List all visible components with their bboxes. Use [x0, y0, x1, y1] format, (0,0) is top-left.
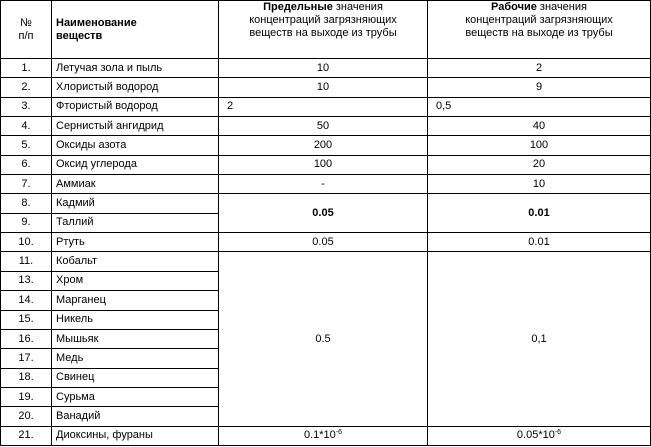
substance-name: Таллий [52, 213, 219, 232]
substance-name: Аммиак [52, 175, 219, 194]
working-value: 100 [428, 136, 651, 155]
limit-value: 10 [219, 78, 428, 97]
working-value-exponent: -6 [554, 429, 562, 437]
row-number: 16. [1, 329, 52, 348]
limit-value: - [219, 175, 428, 194]
substance-name: Никель [52, 310, 219, 329]
working-value-merged: 0,1 [428, 252, 651, 426]
table-row [1, 78, 651, 97]
limit-value: 2 [219, 97, 428, 116]
substance-name: Свинец [52, 368, 219, 387]
header-substance-name [52, 1, 219, 59]
substance-name: Оксиды азота [52, 136, 219, 155]
limit-value [219, 426, 428, 445]
limit-value: 200 [219, 136, 428, 155]
limit-value-merged: 0.05 [219, 194, 428, 233]
row-number: 8. [1, 194, 52, 213]
working-value [428, 426, 651, 445]
table-row [1, 194, 651, 213]
table-row [1, 59, 651, 78]
substance-name: Ртуть [52, 233, 219, 252]
row-number: 9. [1, 213, 52, 232]
row-number: 17. [1, 349, 52, 368]
row-number: 13. [1, 271, 52, 290]
table-row [1, 426, 651, 445]
row-number: 4. [1, 117, 52, 136]
substance-name: Марганец [52, 291, 219, 310]
working-value: 9 [428, 78, 651, 97]
header-limit-values [219, 1, 428, 59]
substance-name: Сурьма [52, 387, 219, 406]
row-number: 7. [1, 175, 52, 194]
table-header-row [1, 1, 651, 59]
header-name-line1: Наименование [56, 16, 137, 29]
row-number: 1. [1, 59, 52, 78]
substance-name: Хром [52, 271, 219, 290]
table-row [1, 175, 651, 194]
header-work-line3: веществ на выходе из трубы [465, 27, 613, 39]
working-value: 0.01 [428, 233, 651, 252]
substance-name: Диоксины, фураны [52, 426, 219, 445]
substance-name: Мышьяк [52, 329, 219, 348]
limit-value: 0.05 [219, 233, 428, 252]
working-value-merged: 0.01 [428, 194, 651, 233]
row-number: 15. [1, 310, 52, 329]
table-row [1, 117, 651, 136]
row-number: 18. [1, 368, 52, 387]
limit-value-merged: 0.5 [219, 252, 428, 426]
substance-name: Кадмий [52, 194, 219, 213]
limit-value: 50 [219, 117, 428, 136]
limit-value-exponent: -6 [335, 429, 343, 437]
substance-name: Оксид углерода [52, 155, 219, 174]
row-number: 5. [1, 136, 52, 155]
table-row [1, 136, 651, 155]
substance-name: Медь [52, 349, 219, 368]
working-value: 40 [428, 117, 651, 136]
header-limit-bold: Предельные [263, 1, 333, 13]
table-row [1, 252, 651, 271]
row-number: 21. [1, 426, 52, 445]
header-limit-line3: веществ на выходе из трубы [249, 27, 397, 39]
row-number: 3. [1, 97, 52, 116]
row-number: 10. [1, 233, 52, 252]
substance-name: Хлористый водород [52, 78, 219, 97]
working-value: 10 [428, 175, 651, 194]
limit-value: 100 [219, 155, 428, 174]
row-number: 19. [1, 387, 52, 406]
row-number: 6. [1, 155, 52, 174]
header-name-line2: веществ [56, 29, 103, 42]
row-number: 2. [1, 78, 52, 97]
header-number-line2: п/п [18, 29, 34, 42]
working-value-base: 0.05*10 [516, 429, 555, 442]
header-number [1, 1, 52, 59]
header-work-line2: концентраций загрязняющих [465, 14, 613, 26]
working-value: 0,5 [428, 97, 651, 116]
header-work-bold: Рабочие [491, 1, 537, 13]
header-limit-rest: значения [332, 1, 383, 13]
row-number: 14. [1, 291, 52, 310]
limit-value: 10 [219, 59, 428, 78]
working-value: 2 [428, 59, 651, 78]
header-working-values [428, 1, 651, 59]
substance-name: Сернистый ангидрид [52, 117, 219, 136]
header-work-rest: значения [536, 1, 587, 13]
table-row [1, 233, 651, 252]
table-row [1, 97, 651, 116]
substance-name: Ванадий [52, 407, 219, 426]
table-row [1, 155, 651, 174]
row-number: 20. [1, 407, 52, 426]
header-limit-line2: концентраций загрязняющих [249, 14, 397, 26]
row-number: 11. [1, 252, 52, 271]
working-value: 20 [428, 155, 651, 174]
substance-name: Фтористый водород [52, 97, 219, 116]
limit-value-base: 0.1*10 [303, 429, 336, 442]
substance-name: Летучая зола и пыль [52, 59, 219, 78]
header-number-line1: № [20, 16, 32, 29]
substance-name: Кобальт [52, 252, 219, 271]
